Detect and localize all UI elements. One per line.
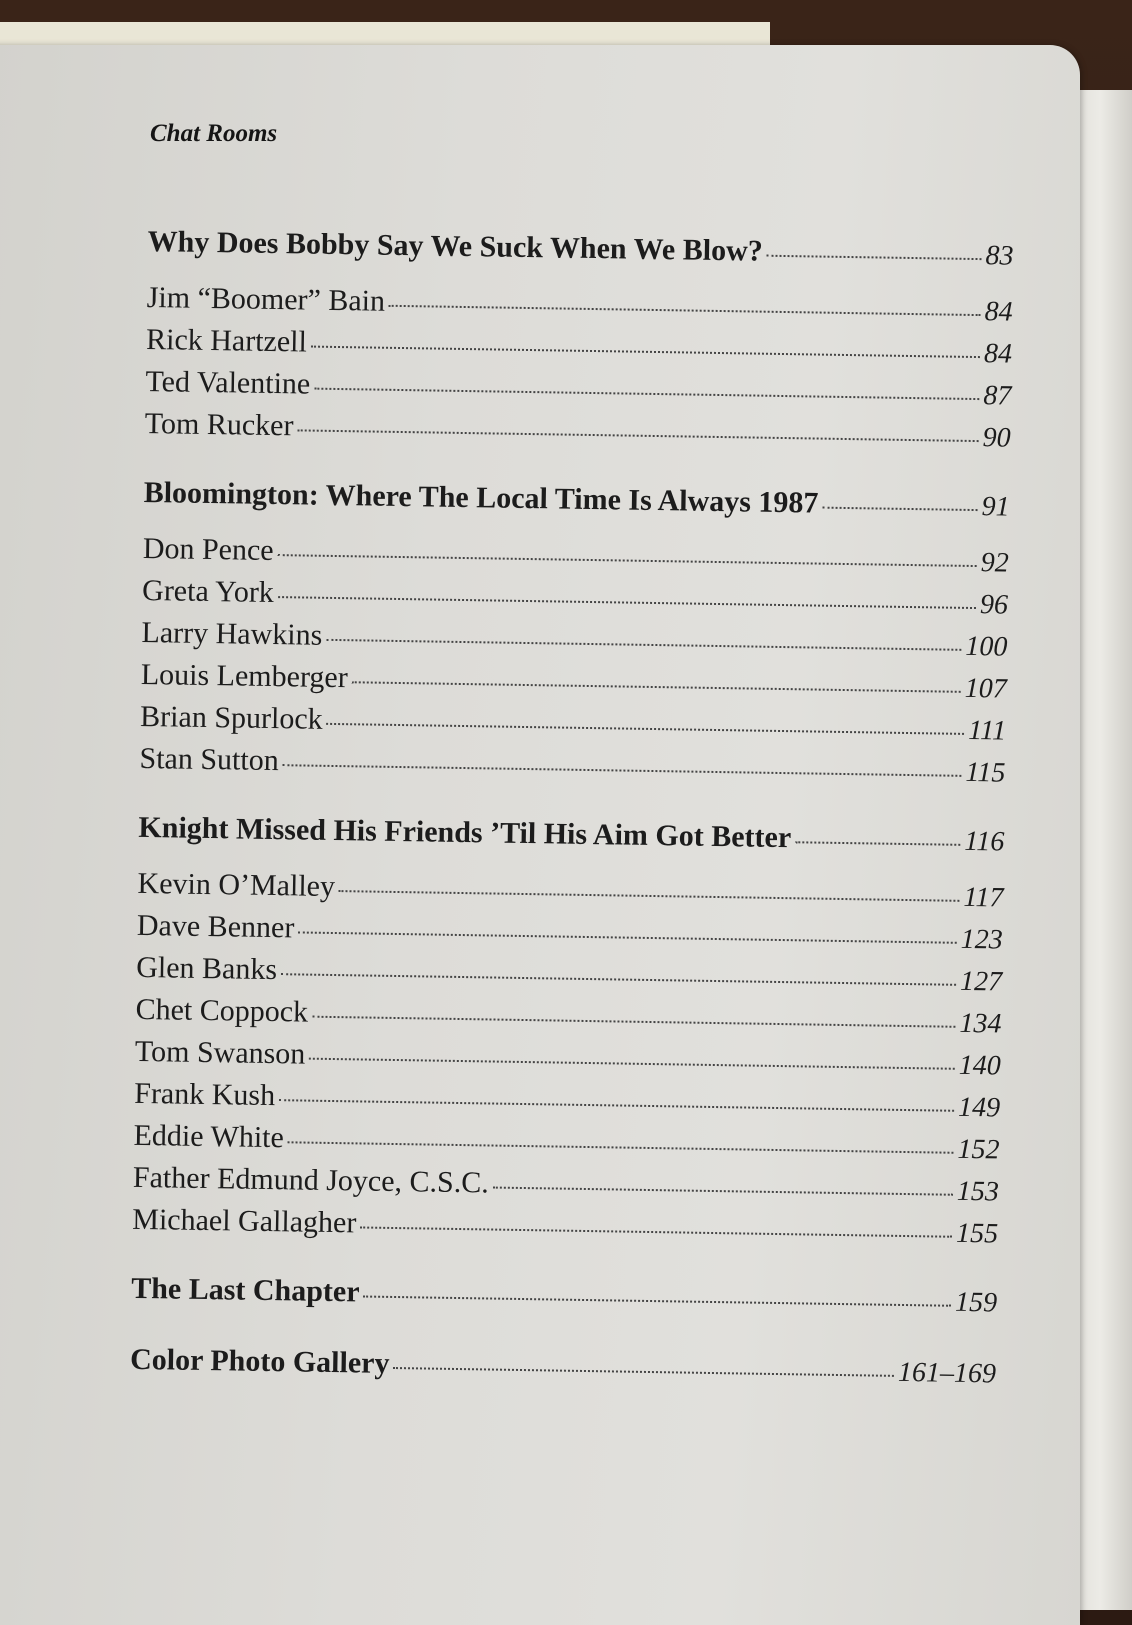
dot-leader <box>314 378 979 400</box>
chapter-row <box>138 806 1005 865</box>
page-number: 117 <box>963 881 1004 914</box>
dot-leader <box>352 671 961 693</box>
entry-name: Don Pence <box>142 531 274 568</box>
running-head: Chat Rooms <box>150 120 278 147</box>
toc-section <box>130 1338 997 1397</box>
page-number: 84 <box>984 296 1013 328</box>
dot-leader <box>363 1286 951 1307</box>
page-number: 116 <box>964 825 1005 858</box>
dot-leader <box>393 1357 894 1377</box>
page-number: 90 <box>982 422 1011 454</box>
dot-leader <box>327 713 965 735</box>
page-number: 84 <box>983 338 1013 370</box>
dot-leader <box>767 245 982 260</box>
page-number: 161–169 <box>897 1356 997 1390</box>
page-number: 91 <box>981 491 1010 523</box>
dot-leader <box>278 544 977 567</box>
page-number: 111 <box>967 714 1007 747</box>
entry-name: Larry Hawkins <box>141 615 323 652</box>
page-number: 155 <box>955 1217 999 1250</box>
dot-leader <box>822 497 977 511</box>
page-number: 83 <box>985 240 1014 272</box>
entry-name: Chet Coppock <box>135 992 309 1029</box>
dot-leader <box>312 1006 956 1028</box>
page-number: 115 <box>965 756 1006 789</box>
table-of-contents <box>129 220 1014 1422</box>
page-number: 123 <box>960 923 1004 956</box>
page-number: 87 <box>983 380 1012 412</box>
page-number: 92 <box>980 547 1009 579</box>
chapter-title: Bloomington: Where The Local Time Is Always 1987 <box>143 475 819 520</box>
dot-leader <box>298 921 957 943</box>
entry-name: Father Edmund Joyce, C.S.C. <box>132 1160 489 1200</box>
dot-leader <box>283 754 962 777</box>
dot-leader <box>288 1131 954 1153</box>
dot-leader <box>360 1216 952 1237</box>
page-number: 134 <box>959 1007 1002 1040</box>
toc-section <box>131 1267 998 1326</box>
entry-name: Louis Lemberger <box>140 657 348 695</box>
page-number: 107 <box>964 672 1007 705</box>
toc-section <box>139 471 1010 794</box>
chapter-title: Color Photo Gallery <box>129 1342 390 1380</box>
dot-leader <box>339 880 960 902</box>
dot-leader <box>297 419 978 442</box>
dot-leader <box>309 1048 955 1070</box>
entry-name: Brian Spurlock <box>139 699 323 736</box>
dot-leader <box>281 963 956 986</box>
dot-leader <box>279 1089 954 1112</box>
page-number: 153 <box>956 1175 1000 1208</box>
chapter-title: The Last Chapter <box>130 1271 360 1309</box>
dot-leader <box>795 831 960 846</box>
dot-leader <box>389 295 981 316</box>
page-number: 96 <box>979 589 1009 621</box>
entry-name: Glen Banks <box>135 950 278 987</box>
toc-section <box>144 220 1013 459</box>
dot-leader <box>278 586 976 609</box>
entry-name: Rick Hartzell <box>145 322 308 359</box>
chapter-title: Knight Missed His Friends ’Til His Aim Got Better <box>138 810 792 855</box>
entry-name: Jim “Boomer” Bain <box>146 280 386 318</box>
page-number: 140 <box>958 1049 1002 1082</box>
chapter-row <box>143 471 1010 530</box>
page-number: 152 <box>957 1133 1000 1166</box>
entry-name: Kevin O’Malley <box>137 866 336 904</box>
entry-name: Eddie White <box>133 1118 285 1155</box>
entry-name: Frank Kush <box>134 1076 276 1113</box>
entry-name: Ted Valentine <box>145 364 311 401</box>
entry-name: Stan Sutton <box>139 741 279 778</box>
entry-name: Tom Swanson <box>134 1034 306 1071</box>
entry-name: Michael Gallagher <box>132 1202 357 1240</box>
entry-name: Greta York <box>141 573 275 610</box>
entry-name: Dave Benner <box>136 908 295 945</box>
page-number: 159 <box>954 1286 998 1319</box>
toc-section <box>132 806 1005 1255</box>
dot-leader <box>311 336 980 359</box>
dot-leader <box>326 629 961 651</box>
dot-leader <box>493 1177 953 1196</box>
page-number: 127 <box>959 965 1003 998</box>
page-number: 100 <box>965 630 1008 663</box>
page-number: 149 <box>957 1091 1001 1124</box>
chapter-row <box>131 1267 998 1326</box>
entry-name: Tom Rucker <box>144 406 294 443</box>
chapter-row <box>130 1338 997 1397</box>
chapter-title: Why Does Bobby Say We Suck When We Blow? <box>147 224 764 268</box>
